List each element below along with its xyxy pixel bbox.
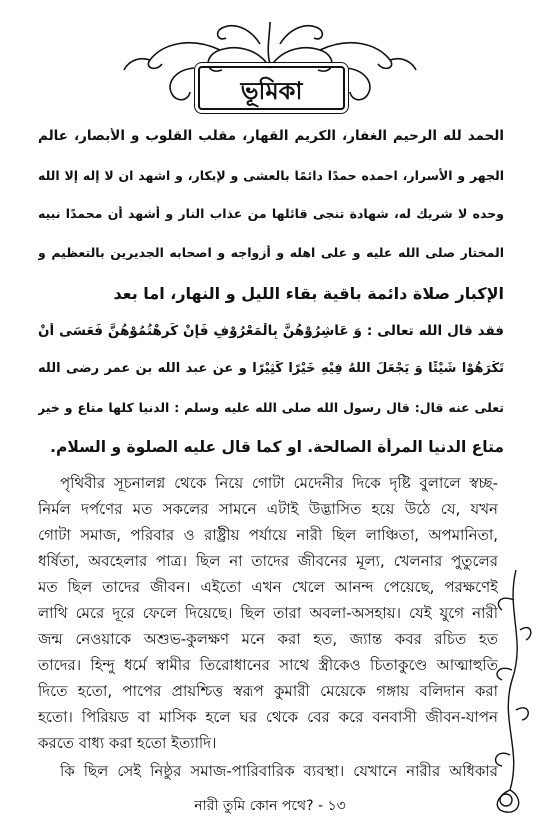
bengali-line: লাথি মেরে দূরে ফেলে দিয়েছে। ছিল তারা অবলা-অসহায়। যেই যুগে নারী xyxy=(38,604,498,622)
ornament-swirl-icon xyxy=(110,14,430,72)
bengali-line: তাদের। হিন্দু ধর্মে স্বামীর তিরোধানের সাথে স্ত্রীকেও চিতাকুণ্ডে আত্মাহুতি xyxy=(38,656,498,674)
left-flourish-icon xyxy=(160,62,196,108)
bengali-line: গোটা সমাজ, পরিবার ও রাষ্ট্রীয় পর্যায়ে নারী ছিল লাঞ্চিতা, অপমানিতা, xyxy=(38,526,498,544)
arabic-line: وحده لا شريك له، شهادة تنجى قائلها من عذاب النار و أشهد أن محمدًا نبيه xyxy=(38,206,504,221)
page-footer: নারী তুমি কোন পথে? - ১৩ xyxy=(194,798,346,814)
bengali-line: দিতে হতো, পাপের প্রায়শ্চিত্ত স্বরূপ কুমারী মেয়েকে গঙ্গায় বলিদান করা xyxy=(38,682,498,700)
arabic-line: تَكْرَهُوْا شَيْئًا وَ يَجْعَلَ اللهُ فِيْهِ خَيْرًا كَثِيْرًا و عن عبد الله بن عمر رضى الله xyxy=(38,361,504,376)
bengali-line: মত ছিল তাদের জীবন। এইতো এখন খেলে আনন্দ পেয়েছে, পরক্ষণেই xyxy=(38,578,498,596)
arabic-line: الإكبار صلاة دائمة باقية بقاء الليل و النهار، اما بعد xyxy=(113,284,504,303)
arabic-line: الحمد لله الرحيم الغفار، الكريم القهار، مقلب القلوب و الأبصار، عالم xyxy=(38,128,504,144)
bengali-line: নির্মল দর্পণের মত সকলের সামনে এটাই উদ্ভাসিত হয়ে উঠে যে, যখন xyxy=(38,500,498,518)
arabic-line: المختار صلى الله عليه و على اهله و أزواجه و اصحابه الجديرين بالتعظيم و xyxy=(38,245,504,260)
bengali-line: করতে বাধ্য করা হতো ইত্যাদি। xyxy=(38,734,217,752)
bengali-line: হতো। পিরিয়ড বা মাসিক হলে ঘর থেকে বের করে বনবাসী জীবন-যাপন xyxy=(38,708,498,726)
arabic-line: الجهر و الأسرار، احمده حمدًا دائمًا بالعشى و لإبكار، و اشهد ان لا إله إلا الله xyxy=(38,168,504,183)
vine-ornament-icon xyxy=(476,560,536,820)
arabic-line: متاع الدنيا المرأة الصالحة. او كما قال عليه الصلوة و السلام. xyxy=(50,438,504,456)
bengali-line: পৃথিবীর সূচনালগ্ন থেকে নিয়ে গোটা মেদেনীর দিকে দৃষ্টি বুলালে স্বচ্ছ- xyxy=(60,474,498,492)
title-box xyxy=(198,66,345,110)
bengali-line: জন্ম নেওয়াকে অশুভ-কুলক্ষণ মনে করা হত, জ্যান্ত কবর রচিত হত xyxy=(38,630,498,648)
bengali-line: কি ছিল সেই নিষ্ঠুর সমাজ-পারিবারিক ব্যবস্থা। যেখানে নারীর অধিকার xyxy=(60,762,498,780)
arabic-line: تعلى عنه قال: قال رسول الله صلى الله عليه وسلم : الدنيا كلها متاع و خير xyxy=(38,400,504,415)
right-flourish-icon xyxy=(344,62,380,108)
page-title: ভূমিকা xyxy=(240,77,303,105)
bengali-line: ধর্ষিতা, অবহেলার পাত্র। ছিল না তাদের জীবনের মূল্য, খেলনার পুতুলের xyxy=(38,552,498,570)
arabic-line: فقد قال الله تعالى : وَ عَاشِرُوْهُنَّ بِالْمَعْرُوْفِ فَإِنْ كَرِهْتُمُوْهُنَّ فَعَسَى أَنْ xyxy=(38,323,504,339)
